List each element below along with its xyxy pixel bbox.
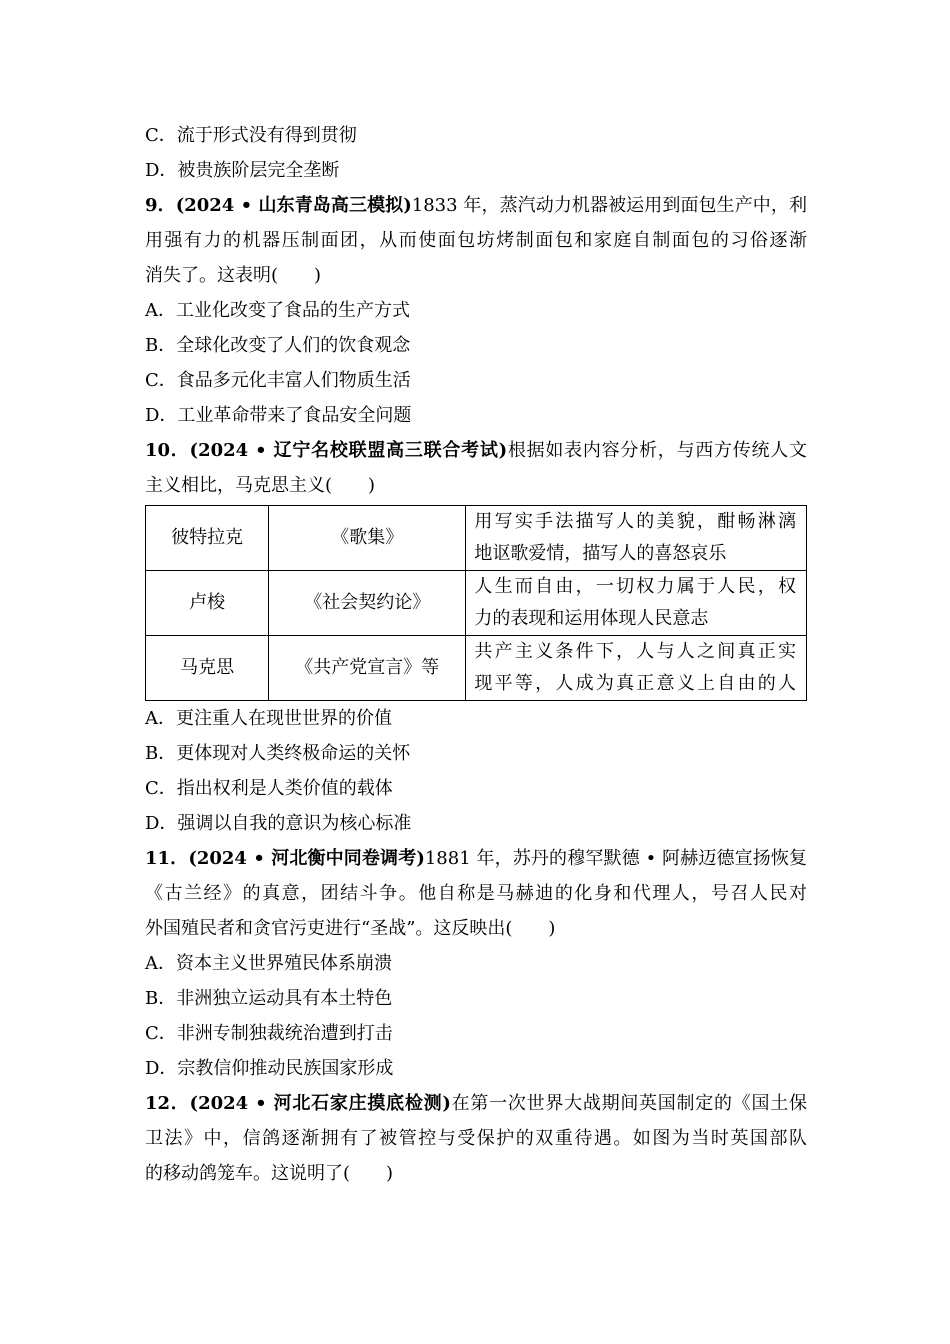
q11-stem-line3: 外国殖民者和贪官污吏进行“圣战”。这反映出( ) (145, 918, 556, 939)
q11-stem-text: 1881 年，苏丹的穆罕默德 • 阿赫迈德宣扬恢复 (424, 848, 807, 869)
q11-option-a: A．资本主义世界殖民体系崩溃 (145, 953, 392, 974)
q11-source: (2024 • 河北衡中同卷调考) (188, 848, 425, 869)
table-cell-description-line: 地讴歌爱情，描写人的喜怒哀乐 (474, 543, 727, 564)
q9-option-d: D．工业革命带来了食品安全问题 (145, 405, 412, 426)
table-cell-work: 《共产党宣言》等 (269, 636, 466, 701)
q10-option-d: D．强调以自我的意识为核心标准 (145, 813, 412, 834)
table-cell-work: 《歌集》 (269, 506, 466, 571)
q11-option-c: C．非洲专制独裁统治遭到打击 (145, 1023, 393, 1044)
table-row (146, 571, 807, 636)
table-cell-description (466, 571, 807, 636)
q10-option-a: A．更注重人在现世世界的价值 (145, 708, 392, 729)
q9-option-b: B．全球化改变了人们的饮食观念 (145, 335, 411, 356)
q9-stem-text: 1833 年，蒸汽动力机器被运用到面包生产中，利 (411, 195, 807, 216)
table-cell-description-line: 现平等，人成为真正意义上自由的人 (474, 673, 796, 694)
q10-stem-text: 根据如表内容分析，与西方传统人文 (507, 440, 808, 461)
table-cell-description-line: 人生而自由，一切权力属于人民，权 (474, 576, 796, 597)
q9-stem-line1 (145, 188, 807, 223)
q11-option-d: D．宗教信仰推动民族国家形成 (145, 1058, 394, 1079)
q8-option-d: D．被贵族阶层完全垄断 (145, 160, 340, 181)
table-cell-description-line: 力的表现和运用体现人民意志 (474, 608, 709, 629)
q10-source: (2024 • 辽宁名校联盟高三联合考试) (189, 440, 508, 461)
q8-option-c: C．流于形式没有得到贯彻 (145, 125, 357, 146)
q9-stem-line3: 消失了。这表明( ) (145, 265, 322, 286)
table-cell-description (466, 636, 807, 701)
q11-stem-line1 (145, 841, 807, 876)
q10-option-c: C．指出权利是人类价值的载体 (145, 778, 393, 799)
table-cell-person: 彼特拉克 (146, 506, 269, 571)
q10-number: 10． (145, 440, 190, 461)
table-cell-description-line: 共产主义条件下，人与人之间真正实 (474, 641, 796, 662)
q9-number: 9． (145, 195, 176, 216)
q10-stem-line2: 主义相比，马克思主义( ) (145, 475, 376, 496)
q9-option-c: C．食品多元化丰富人们物质生活 (145, 370, 411, 391)
q11-stem-line2: 《古兰经》的真意，团结斗争。他自称是马赫迪的化身和代理人，号召人民对 (145, 883, 807, 904)
q9-option-a: A．工业化改变了食品的生产方式 (145, 300, 410, 321)
q12-stem-line3: 的移动鸽笼车。这说明了( ) (145, 1163, 394, 1184)
q9-source: (2024 • 山东青岛高三模拟) (175, 195, 412, 216)
q12-source: (2024 • 河北石家庄摸底检测) (189, 1093, 451, 1114)
q11-option-b: B．非洲独立运动具有本土特色 (145, 988, 393, 1009)
q12-number: 12． (145, 1093, 190, 1114)
table-cell-person: 马克思 (146, 636, 269, 701)
table-cell-work: 《社会契约论》 (269, 571, 466, 636)
q11-number: 11． (145, 848, 189, 869)
q10-stem-line1 (145, 433, 807, 468)
q12-stem-line1 (145, 1086, 807, 1121)
q12-stem-line2: 卫法》中，信鸽逐渐拥有了被管控与受保护的双重待遇。如图为当时英国部队 (145, 1128, 807, 1149)
table-row (146, 506, 807, 571)
q9-stem-line2: 用强有力的机器压制面团，从而使面包坊烤制面包和家庭自制面包的习俗逐渐 (145, 230, 807, 251)
exam-page (145, 118, 807, 1191)
table-cell-description-line: 用写实手法描写人的美貌，酣畅淋漓 (474, 511, 796, 532)
table-cell-description (466, 506, 807, 571)
q10-option-b: B．更体现对人类终极命运的关怀 (145, 743, 411, 764)
comparison-table (145, 505, 807, 701)
q12-stem-text: 在第一次世界大战期间英国制定的《国土保 (450, 1093, 807, 1114)
table-cell-person: 卢梭 (146, 571, 269, 636)
table-row (146, 636, 807, 701)
